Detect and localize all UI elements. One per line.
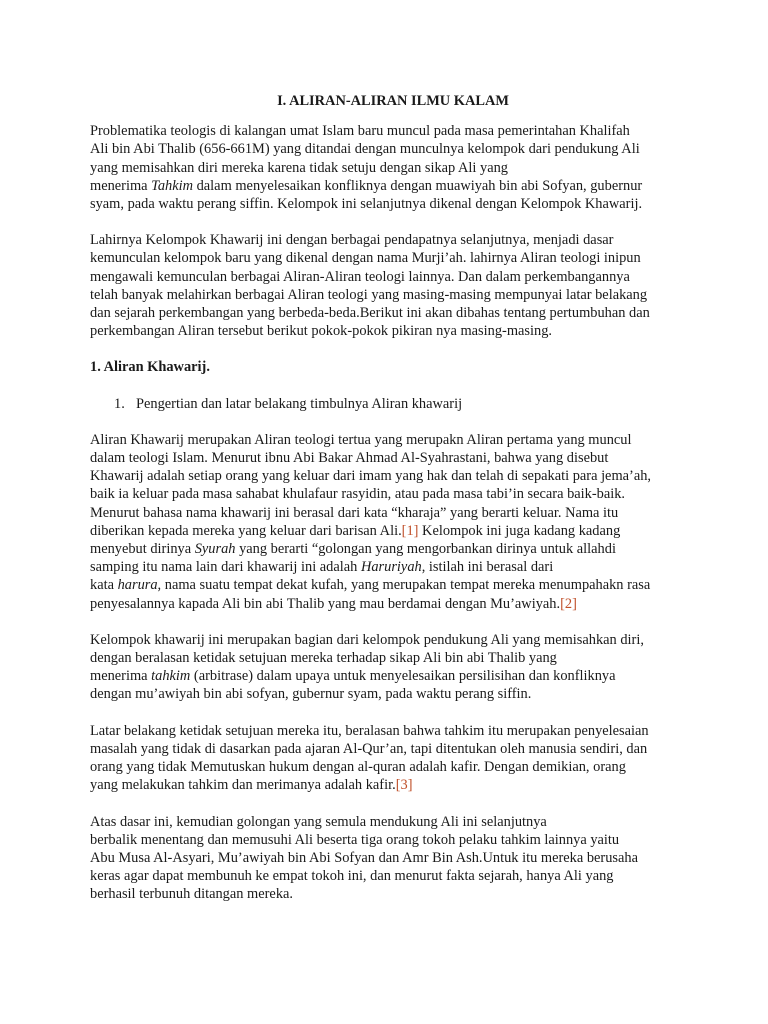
text-line: yang memisahkan diri mereka karena tidak setuju dengan sikap Ali yang	[90, 159, 509, 176]
list-item-text: Pengertian dan latar belakang timbulnya Aliran khawarij	[136, 395, 463, 412]
text-line: orang yang tidak Memutuskan hukum dengan al-quran adalah kafir. Dengan demikian, orang	[90, 759, 626, 776]
text-span: kata	[90, 577, 118, 594]
text-line	[90, 540, 690, 558]
text-line: baik ia keluar pada masa sahabat khulafaur rasyidin, atau pada masa tabi’in secara baik-baik.	[90, 486, 626, 503]
text-line: dan sejarah perkembangan yang berbeda-beda.Berikut ini akan dibahas tentang pertumbuhan dan	[90, 305, 650, 322]
text-line	[90, 576, 690, 594]
text-line: Khawarij adalah setiap orang yang keluar dari imam yang hak dan telah di sepakati para jema’ah,	[90, 468, 652, 485]
text-line: Kelompok khawarij ini merupakan bagian dari kelompok pendukung Ali yang memisahkan diri,	[90, 631, 644, 648]
text-span: (arbitrase) dalam upaya untuk menyelesaikan persilisihan dan konfliknya	[190, 668, 616, 685]
text-span: Kelompok ini juga kadang kadang	[418, 522, 621, 539]
italic-term-tahkim: tahkim	[151, 668, 191, 685]
section-heading: 1. Aliran Khawarij.	[90, 359, 210, 376]
text-line: Abu Musa Al-Asyari, Mu’awiyah bin Abi Sofyan dan Amr Bin Ash.Untuk itu mereka berusaha	[90, 849, 638, 866]
text-span: penyesalannya kapada Ali bin abi Thalib yang mau berdamai dengan Mu’awiyah.	[90, 595, 561, 612]
text-line	[90, 177, 690, 195]
document-page	[90, 92, 690, 922]
text-line: Ali bin Abi Thalib (656-661M) yang ditandai dengan munculnya kelompok dari pendukung Ali	[90, 141, 640, 158]
italic-term-tahkim: Tahkim	[151, 177, 193, 194]
text-line	[90, 558, 690, 576]
text-span: dalam menyelesaikan konfliknya dengan muawiyah bin abi Sofyan, gubernur	[193, 177, 643, 194]
paragraph-group-separation	[90, 631, 690, 704]
paragraph-definition	[90, 431, 690, 613]
text-line: Problematika teologis di kalangan umat Islam baru muncul pada masa pemerintahan Khalifah	[90, 123, 630, 140]
paragraph-intro	[90, 122, 690, 213]
text-span: menerima	[90, 177, 152, 194]
text-span: samping itu nama lain dari khawarij ini adalah	[90, 559, 361, 576]
paragraph-opposition	[90, 813, 690, 904]
text-line: Aliran Khawarij merupakan Aliran teologi tertua yang merupakn Aliran pertama yang muncul	[90, 431, 632, 448]
text-line: Menurut bahasa nama khawarij ini berasal dari kata “kharaja” yang berarti keluar. Nama itu	[90, 504, 619, 521]
text-line: Atas dasar ini, kemudian golongan yang semula mendukung Ali ini selanjutnya	[90, 813, 547, 830]
italic-term-harura: harura,	[117, 577, 162, 594]
text-span: menerima	[90, 668, 152, 685]
text-line: berhasil terbunuh ditangan mereka.	[90, 886, 293, 903]
footnote-link-3[interactable]: [3]	[395, 777, 413, 794]
italic-term-syurah: Syurah	[194, 541, 236, 558]
text-line: dengan beralasan ketidak setujuan mereka terhadap sikap Ali bin abi Thalib yang	[90, 650, 557, 667]
document-title: I. ALIRAN-ALIRAN ILMU KALAM	[277, 93, 509, 109]
text-span: , istilah ini berasal dari	[421, 559, 554, 576]
text-line: Latar belakang ketidak setujuan mereka itu, beralasan bahwa tahkim itu merupakan penyelesaian	[90, 722, 649, 739]
italic-term-haruriyah: Haruriyah	[360, 559, 422, 576]
footnote-link-2[interactable]: [2]	[560, 595, 577, 612]
text-span: yang berarti “golongan yang mengorbankan dirinya untuk allahdi	[235, 541, 616, 558]
text-line	[90, 522, 690, 540]
text-line: berbalik menentang dan memusuhi Ali beserta tiga orang tokoh pelaku tahkim lainnya yaitu	[90, 831, 620, 848]
text-line: masalah yang tidak di dasarkan pada ajaran Al-Qur’an, tapi ditentukan oleh manusia sendiri, dan	[90, 740, 648, 757]
text-line: dalam teologi Islam. Menurut ibnu Abi Bakar Ahmad Al-Syahrastani, bahwa yang disebut	[90, 450, 609, 467]
text-line: telah banyak melahirkan berbagai Aliran teologi yang masing-masing mempunyai latar belakang	[90, 286, 648, 303]
text-line: perkembangan Aliran tersebut berikut pokok-pokok pikiran nya masing-masing.	[90, 323, 552, 340]
text-span: menyebut dirinya	[90, 541, 195, 558]
text-span: nama suatu tempat dekat kufah, yang merupakan tempat mereka menumpahakn rasa	[161, 577, 651, 594]
text-line	[90, 667, 690, 685]
text-line	[90, 595, 690, 613]
text-span: diberikan kepada mereka yang keluar dari barisan Ali.	[90, 522, 402, 539]
text-line: Lahirnya Kelompok Khawarij ini dengan berbagai pendapatnya selanjutnya, menjadi dasar	[90, 232, 614, 249]
text-span: yang melakukan tahkim dan merimanya adalah kafir.	[90, 777, 396, 794]
text-line: syam, pada waktu perang siffin. Kelompok ini selanjutnya dikenal dengan Kelompok Khawarij.	[90, 196, 643, 213]
paragraph-background	[90, 722, 690, 795]
list-number: 1.	[114, 395, 125, 412]
text-line: dengan mu’awiyah bin abi sofyan, gubernur syam, pada waktu perang siffin.	[90, 686, 532, 703]
text-line: kemunculan kelompok baru yang dikenal dengan nama Murji’ah. lahirnya Aliran teologi inipun	[90, 250, 641, 267]
text-line: mengawali kemunculan berbagai Aliran-Aliran teologi lainnya. Dan dalam perkembangannya	[90, 268, 630, 285]
paragraph-khawarij-birth	[90, 231, 690, 340]
text-line: keras agar dapat membunuh ke empat tokoh ini, dan menurut fakta sejarah, hanya Ali yang	[90, 868, 614, 885]
text-line	[90, 776, 690, 794]
footnote-link-1[interactable]: [1]	[401, 522, 419, 539]
numbered-list-item	[90, 395, 690, 413]
